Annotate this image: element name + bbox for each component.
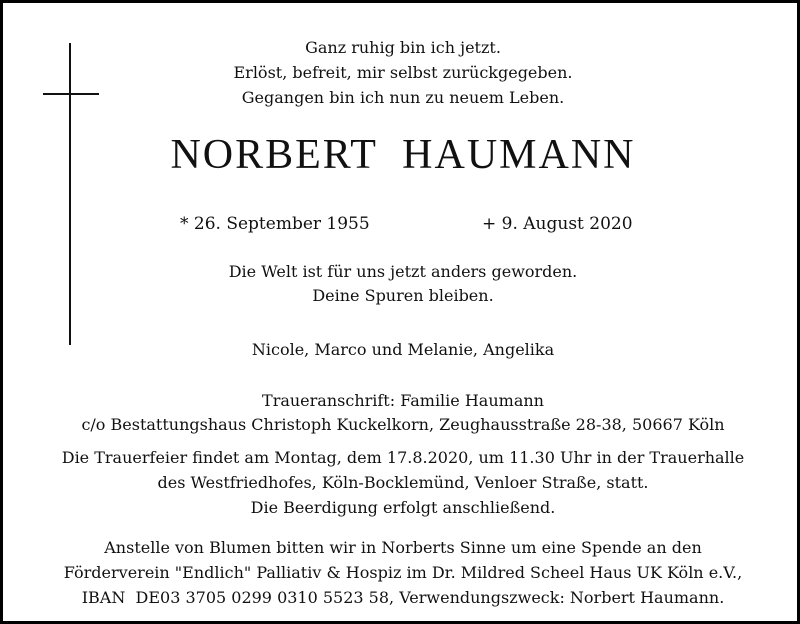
- family-names: Nicole, Marco und Melanie, Angelika: [251, 340, 555, 359]
- birth-date: * 26. September 1955: [180, 214, 370, 234]
- quote-line-1: Die Welt ist für uns jetzt anders geworden.: [228, 262, 578, 281]
- ceremony-line-3: Die Beerdigung erfolgt anschließend.: [250, 498, 556, 517]
- poem-line-3: Gegangen bin ich nun zu neuem Leben.: [241, 88, 565, 107]
- poem-line-1: Ganz ruhig bin ich jetzt.: [305, 38, 501, 57]
- poem-line-2: Erlöst, befreit, mir selbst zurückgegeben.: [233, 63, 573, 82]
- deceased-name: NORBERT HAUMANN: [170, 132, 636, 178]
- death-date: + 9. August 2020: [482, 214, 633, 234]
- donation-line-3: IBAN DE03 3705 0299 0310 5523 58, Verwendungszweck: Norbert Haumann.: [81, 588, 725, 607]
- ceremony-line-2: des Westfriedhofes, Köln-Bocklemünd, Venloer Straße, statt.: [157, 473, 649, 492]
- donation-line-2: Förderverein "Endlich" Palliativ & Hospiz im Dr. Mildred Scheel Haus UK Köln e.V.,: [63, 563, 743, 582]
- ceremony-line-1: Die Trauerfeier findet am Montag, dem 17.8.2020, um 11.30 Uhr in der Trauerhalle: [61, 448, 745, 467]
- address-line-2: c/o Bestattungshaus Christoph Kuckelkorn, Zeughausstraße 28-38, 50667 Köln: [81, 415, 725, 434]
- donation-line-1: Anstelle von Blumen bitten wir in Norberts Sinne um eine Spende an den: [104, 538, 702, 557]
- address-line-1: Traueranschrift: Familie Haumann: [262, 391, 544, 410]
- quote-line-2: Deine Spuren bleiben.: [312, 286, 494, 305]
